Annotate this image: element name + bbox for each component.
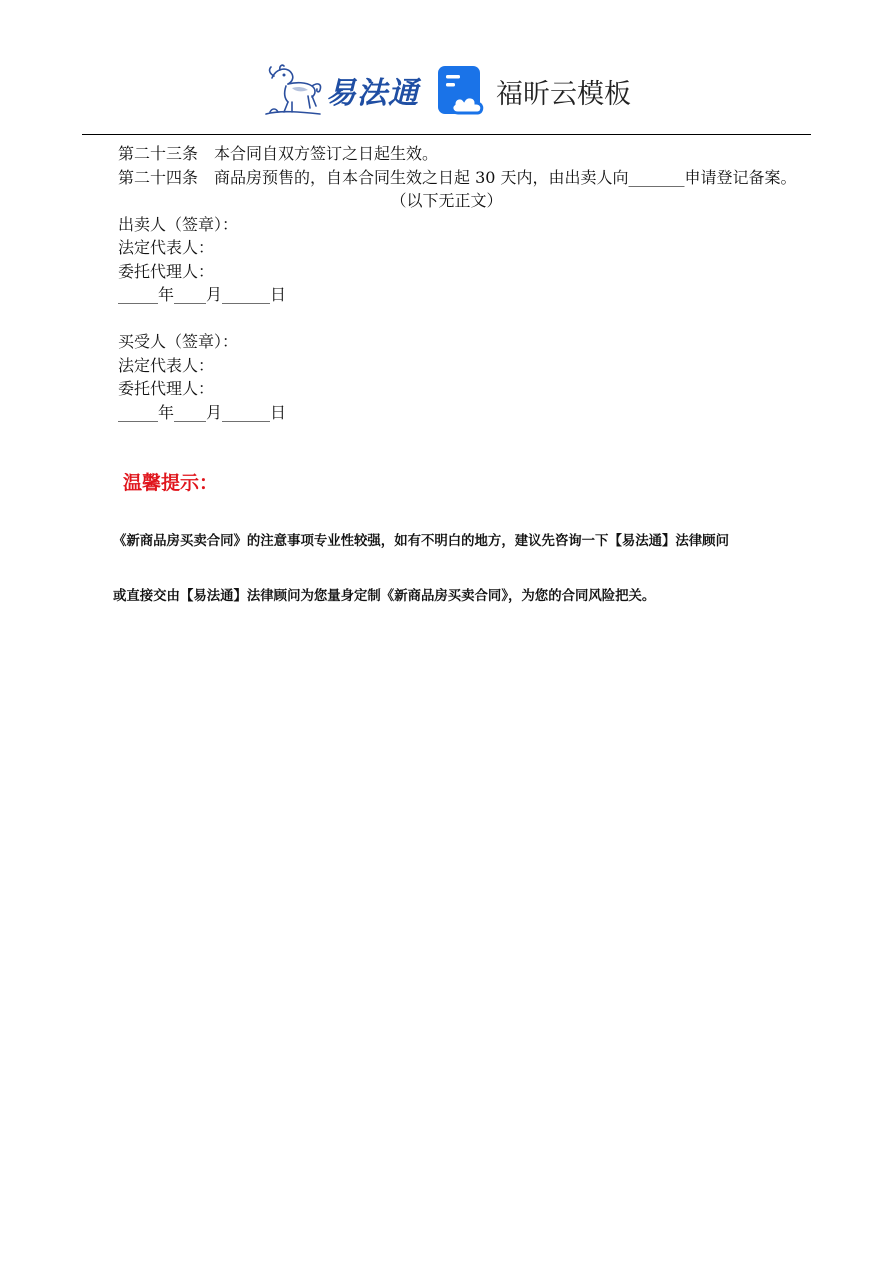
- buyer-signature-block: [82, 330, 811, 424]
- seller-signature-block: [82, 213, 811, 307]
- buyer-agent-label: 委托代理人：: [118, 379, 215, 398]
- foxit-cloud-template-logo: [436, 65, 631, 117]
- tip-title: 温馨提示：: [123, 472, 219, 494]
- seller-signature-label: 出卖人（签章）：: [118, 214, 239, 234]
- yifatong-logo: [262, 62, 419, 118]
- buyer-signature-label: 买受人（签章）：: [118, 332, 239, 351]
- tip-text-line-2: 或直接交由【易法通】法律顾问为您量身定制《新商品房买卖合同》，为您的合同风险把关。: [113, 588, 656, 604]
- seller-date-line: _____年____月______日: [118, 285, 287, 304]
- page-header: [0, 60, 893, 124]
- seller-legal-rep-label: 法定代表人：: [118, 238, 215, 257]
- tip-text-line-1: 《新商品房买卖合同》的注意事项专业性较强，如有不明白的地方，建议先咨询一下【易法通】法律顾问: [113, 533, 729, 549]
- foxit-brand-text: 福昕云模板: [496, 78, 631, 110]
- no-more-text-note: （以下无正文）: [390, 191, 503, 210]
- seller-agent-label: 委托代理人：: [118, 261, 215, 281]
- yifatong-brand-text: 易法通: [326, 76, 419, 111]
- article-24: 第二十四条 商品房预售的，自本合同生效之日起 30 天内，由出卖人向_______申请登记备案。: [118, 167, 797, 187]
- cloud-document-icon: [436, 65, 486, 117]
- buyer-date-line: _____年____月______日: [118, 402, 287, 422]
- qilin-mascot-icon: [262, 62, 324, 118]
- document-body: [82, 142, 811, 424]
- buyer-legal-rep-label: 法定代表人：: [118, 355, 215, 375]
- article-23: 第二十三条 本合同自双方签订之日起生效。: [118, 144, 439, 163]
- block-spacer: [82, 307, 811, 331]
- header-divider: [82, 134, 811, 135]
